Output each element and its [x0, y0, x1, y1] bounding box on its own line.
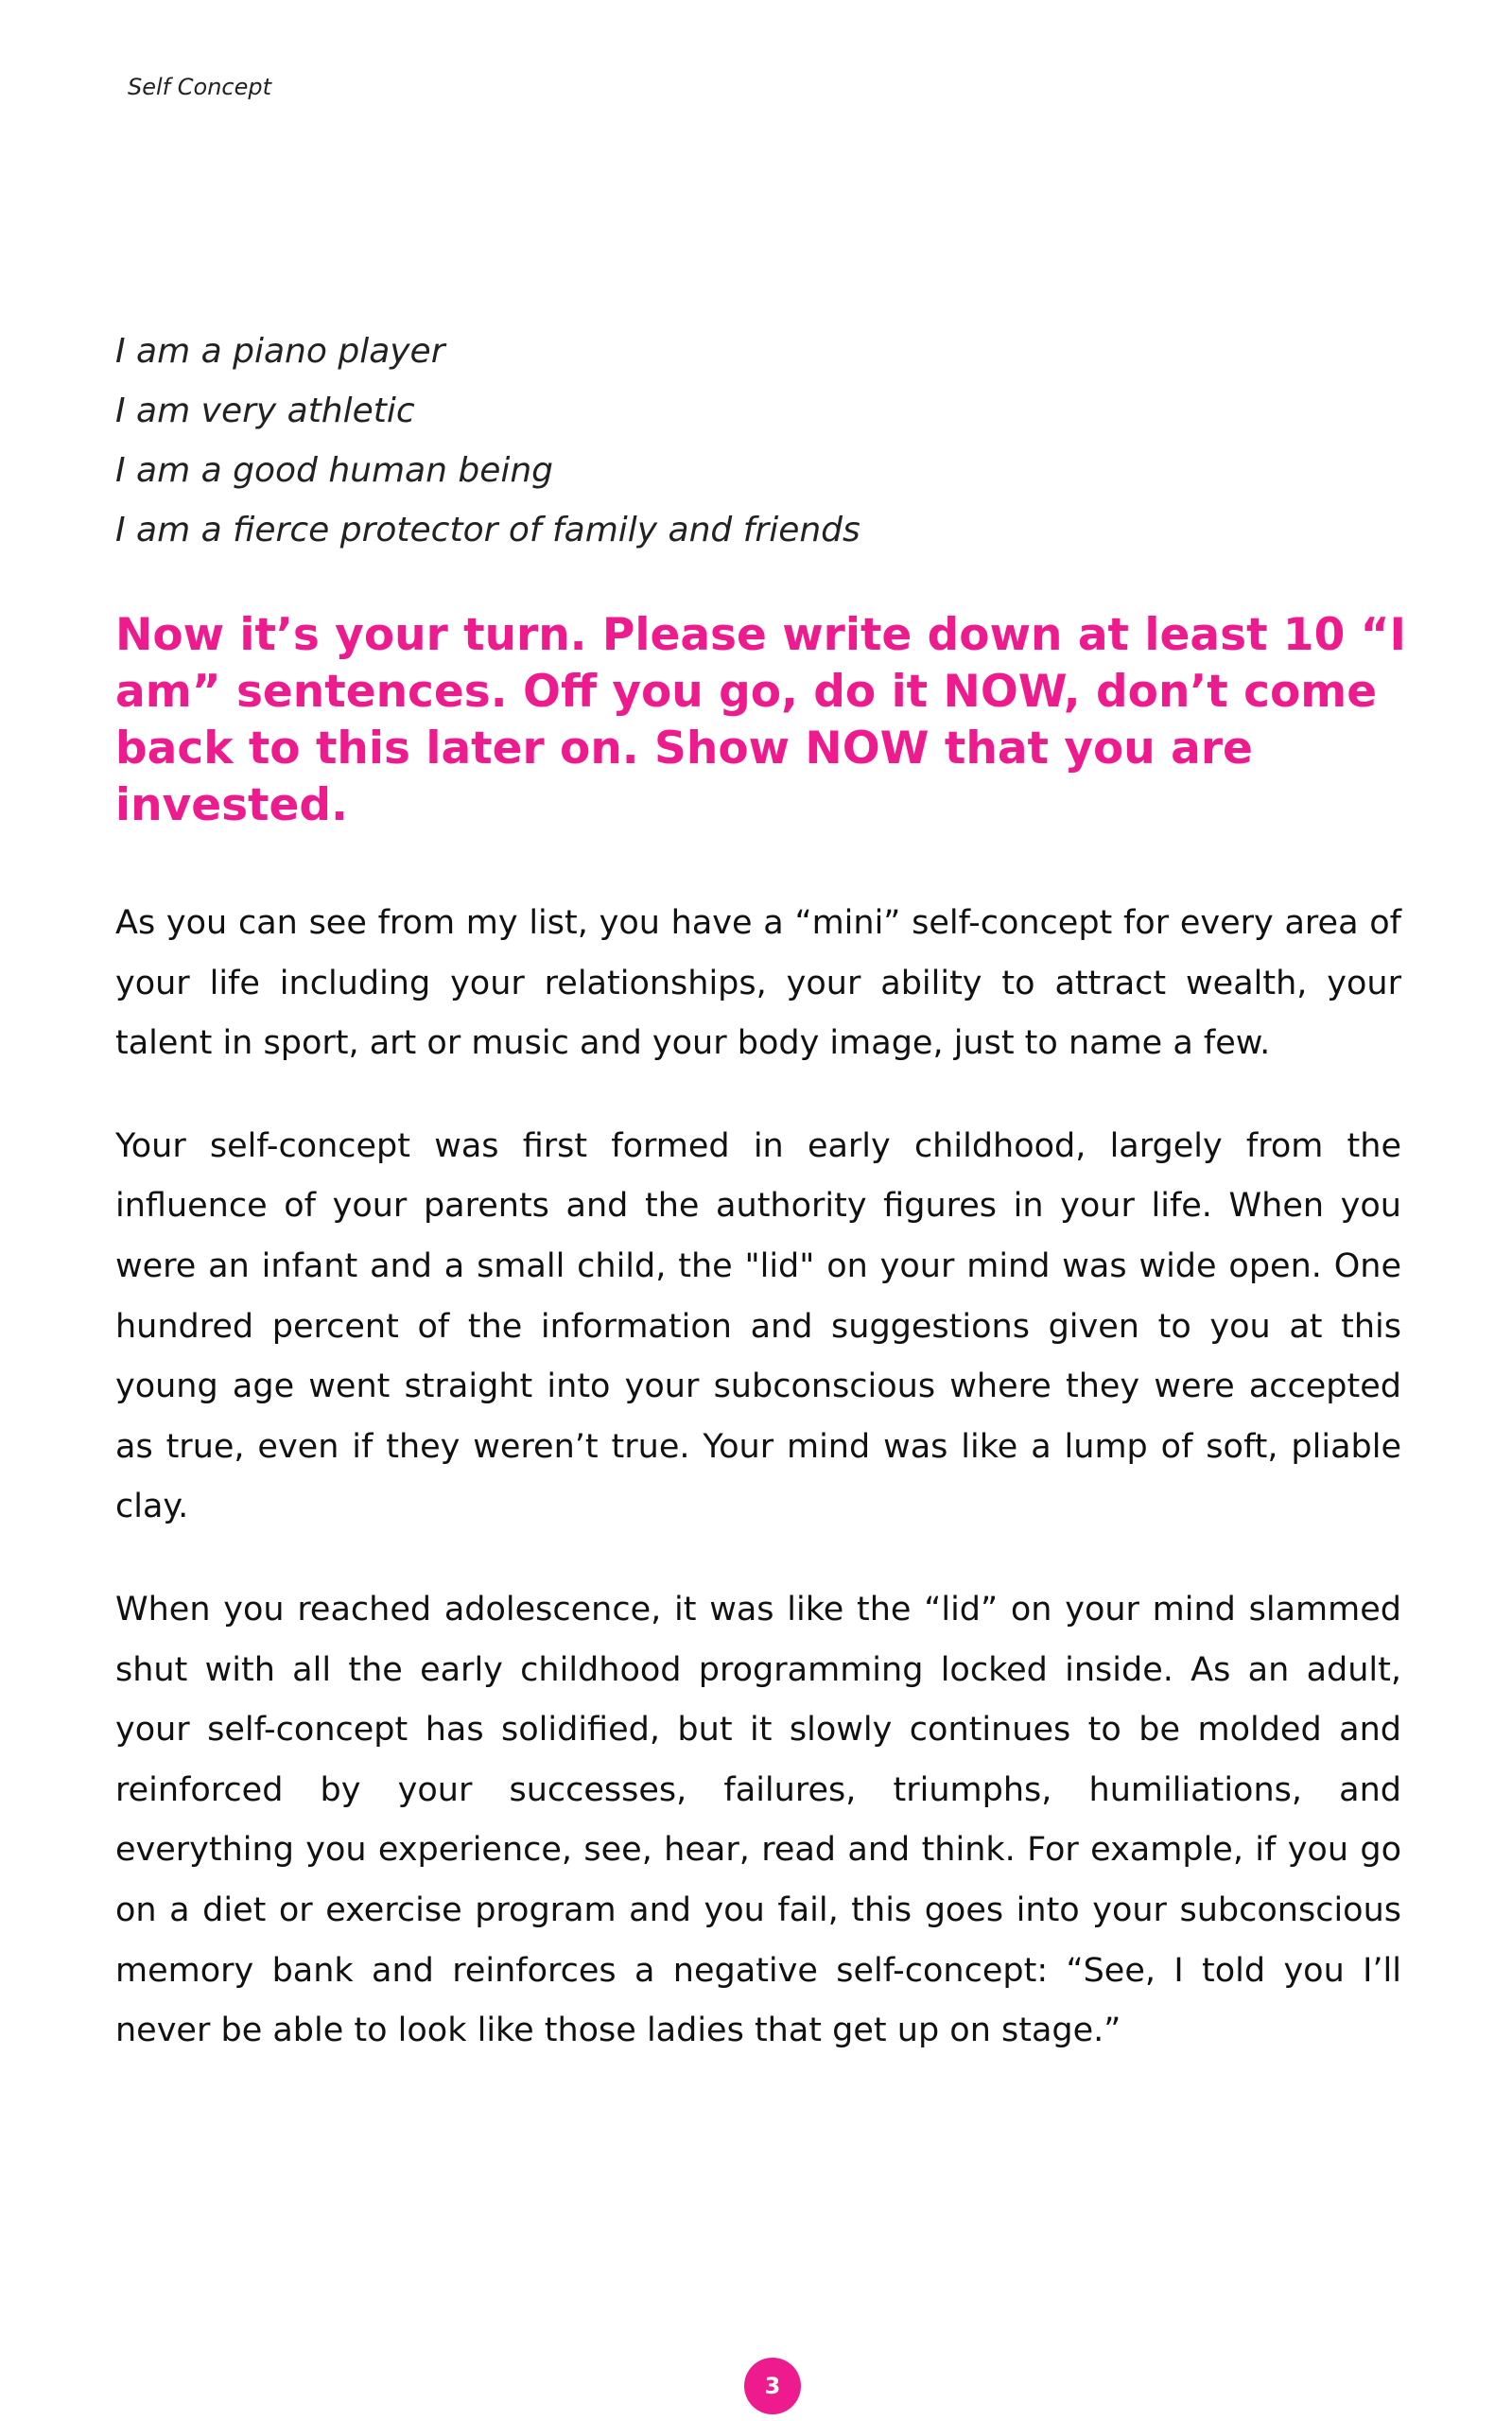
call-to-action-heading: Now it’s your turn. Please write down at least 10 “I am” sentences. Off you go, do it NOW, don’t come back to this later on. Show NOW that you are invested. [115, 609, 1407, 831]
body-text [115, 894, 1401, 2104]
running-header: Self Concept [128, 74, 272, 100]
list-item: I am a fierce protector of family and friends [115, 511, 860, 549]
page-number-badge: 3 [744, 2358, 801, 2414]
list-item: I am very athletic [115, 392, 415, 430]
paragraph: Your self-concept was first formed in early childhood, largely from the influence of your parents and the authority figures in your life. When you were an infant and a small child, the "lid" on your mind was wide open. One hundred percent of the information and suggestions given to you at this young age went straight into your subconscious where they were accepted as true, even if they weren’t true. Your mind was like a lump of soft, pliable clay. [115, 1126, 1401, 1526]
list-item: I am a good human being [115, 451, 554, 490]
paragraph: When you reached adolescence, it was like the “lid” on your mind slammed shut with all the early childhood programming locked inside. As an adult, your self-concept has solidified, but it slowly continues to be molded and reinforced by your successes, failures, triumphs, humiliations, and everything you experience, see, hear, read and think. For example, if you go on a diet or exercise program and you fail, this goes into your subconscious memory bank and reinforces a negative self-concept: “See, I told you I’ll never be able to look like those ladies that get up on stage.” [115, 1590, 1401, 2050]
list-item: I am a piano player [115, 332, 445, 371]
paragraph: As you can see from my list, you have a “mini” self-concept for every area of your life including your relationships, your ability to attract wealth, your talent in sport, art or music and your body image, just to name a few. [115, 904, 1401, 1063]
i-am-examples-list [115, 322, 860, 560]
